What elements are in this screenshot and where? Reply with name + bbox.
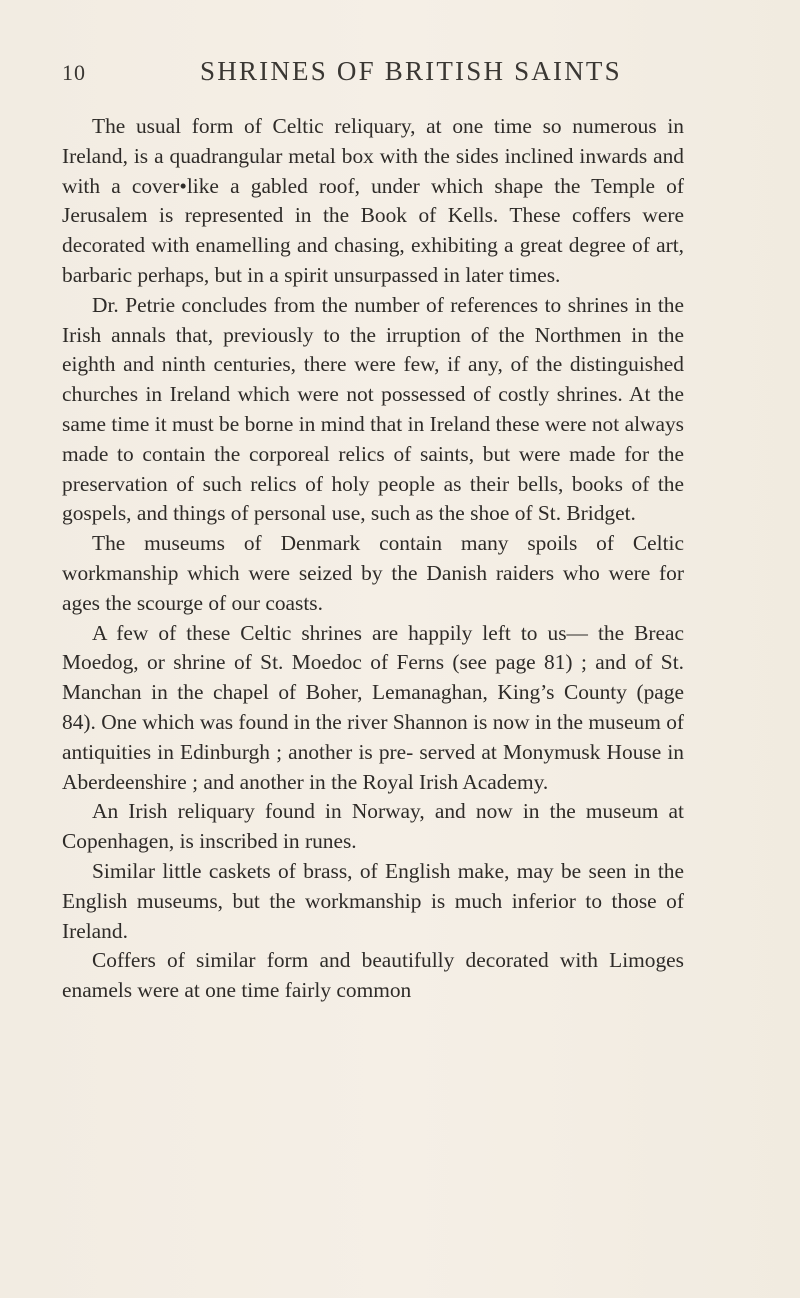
paragraph-norway: An Irish reliquary found in Norway, and now in the museum at Copenhagen, is inscribed in runes. bbox=[62, 799, 684, 854]
paragraph-petrie: Dr. Petrie concludes from the number of references to shrines in the Irish annals that, previously to the irruption of the Northmen in the eighth and ninth centuries, there were few, if any, of the distinguished churches in Ireland which were not possessed of costly shrines. At the same time it must be borne in mind that in Ireland these were not always made to contain the corporeal relics of saints, but were made for the preservation of such relics of holy people as their bells, books of the gospels, and things of personal use, such as the shoe of St. Bridget. bbox=[62, 292, 684, 526]
paragraph-limoges: Coffers of similar form and beautifully decorated with Limoges enamels were at one time fairly common bbox=[62, 948, 684, 1003]
body-text bbox=[62, 112, 684, 1006]
paragraph-english-caskets: Similar little caskets of brass, of English make, may be seen in the English museums, but the workmanship is much inferior to those of Ireland. bbox=[62, 858, 684, 943]
paragraph-reliquary-form: The usual form of Celtic reliquary, at one time so numerous in Ireland, is a quadrangular metal box with the sides inclined inwards and with a cover•like a gabled roof, under which shape the Temple of Jerusalem is represented in the Book of Kells. These coffers were decorated with enamelling and chasing, exhibiting a great degree of art, barbaric perhaps, but in a spirit unsurpassed in later times. bbox=[62, 114, 684, 287]
page-number: 10 bbox=[62, 60, 86, 85]
page-header bbox=[62, 56, 702, 96]
running-title: SHRINES OF BRITISH SAINTS bbox=[200, 56, 622, 86]
paragraph-surviving-shrines: A few of these Celtic shrines are happily left to us— the Breac Moedog, or shrine of St. Moedoc of Ferns (see page 81) ; and of St. Manchan in the chapel of Boher, Lemanaghan, King’s County (page 84). One which was found in the river Shannon is now in the museum of antiquities in Edinburgh ; another is pre- served at Monymusk House in Aberdeenshire ; and another in the Royal Irish Academy. bbox=[62, 620, 685, 794]
paragraph-denmark: The museums of Denmark contain many spoils of Celtic workmanship which were seized by the Danish raiders who were for ages the scourge of our coasts. bbox=[62, 531, 684, 615]
